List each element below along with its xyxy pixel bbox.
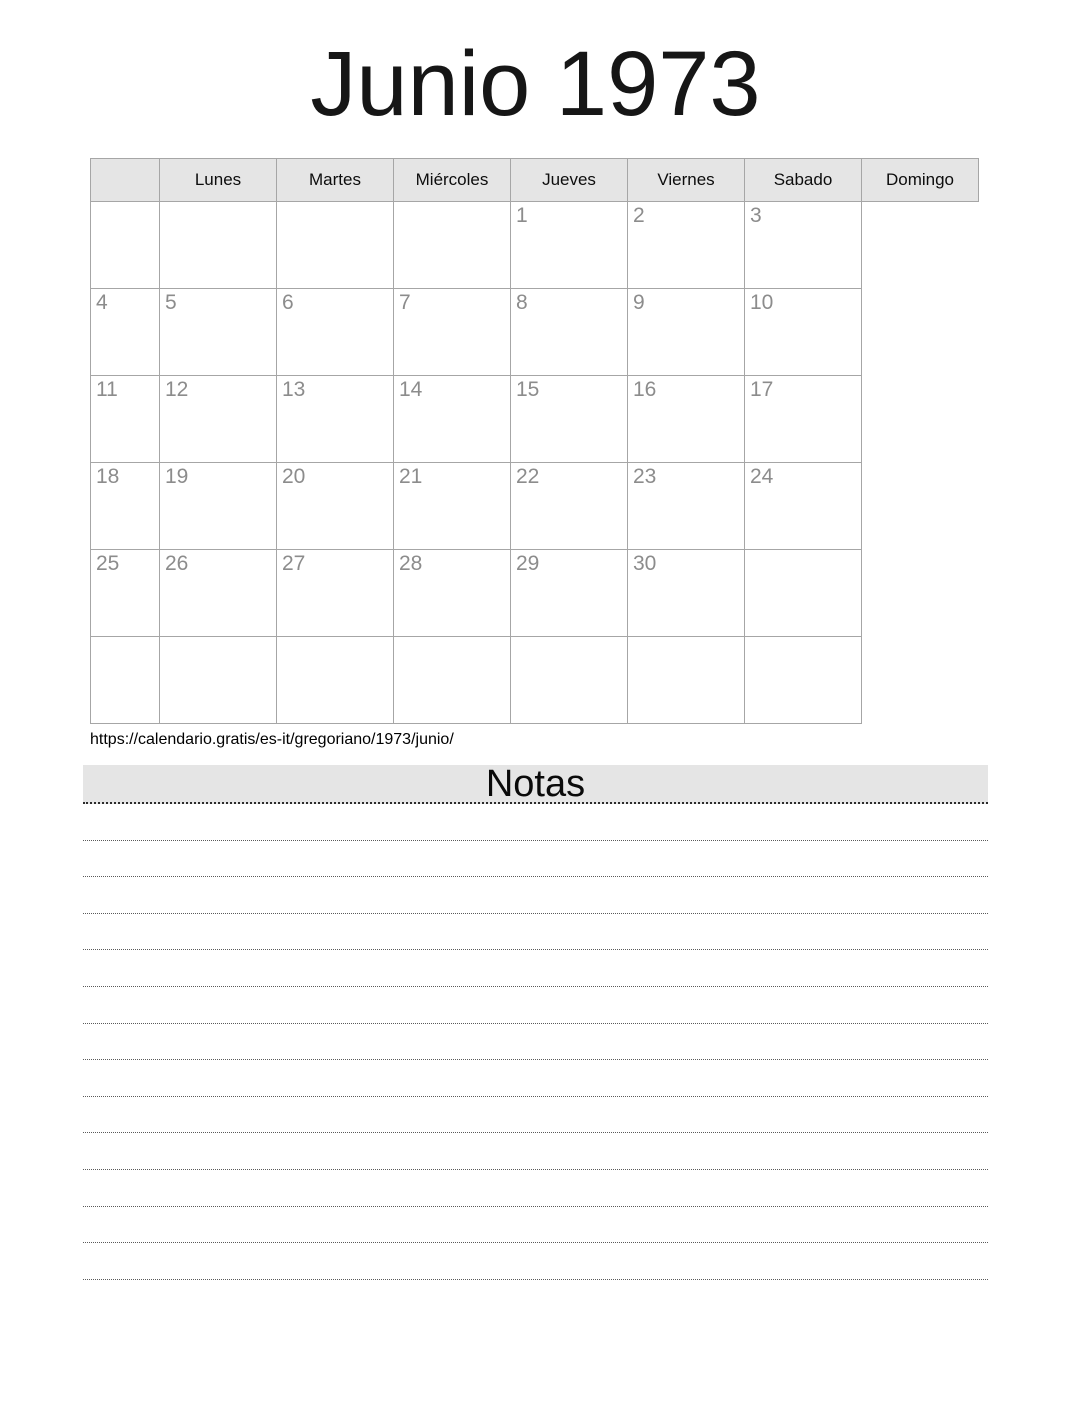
- day-cell: 16: [628, 376, 745, 463]
- day-cell: 24: [745, 463, 862, 550]
- day-cell: 18: [91, 463, 160, 550]
- side-column: [91, 159, 160, 202]
- day-cell: 12: [160, 376, 277, 463]
- note-line: [83, 987, 988, 1024]
- day-cell: 10: [745, 289, 862, 376]
- day-header: Domingo: [862, 159, 979, 202]
- day-cell-empty: [277, 637, 394, 724]
- source-url: https://calendario.gratis/es-it/gregoriano/1973/junio/: [90, 731, 454, 748]
- day-cell-empty: [394, 637, 511, 724]
- day-cell: 11: [91, 376, 160, 463]
- day-cell-empty: [91, 637, 160, 724]
- day-cell: 30: [628, 550, 745, 637]
- day-cell-empty: [91, 202, 160, 289]
- note-line: [83, 1097, 988, 1134]
- day-cell-empty: [160, 202, 277, 289]
- day-header: Viernes: [628, 159, 745, 202]
- day-cell-empty: [160, 637, 277, 724]
- note-line: [83, 1170, 988, 1207]
- notes-section: [83, 765, 988, 1280]
- day-cell: 15: [511, 376, 628, 463]
- day-cell: 3: [745, 202, 862, 289]
- day-cell: 4: [91, 289, 160, 376]
- week-row: [91, 550, 979, 637]
- week-row: [91, 289, 979, 376]
- day-cell: 29: [511, 550, 628, 637]
- note-line: [83, 804, 988, 841]
- week-row: [91, 463, 979, 550]
- note-line: [83, 1243, 988, 1280]
- day-cell: 9: [628, 289, 745, 376]
- day-cell: 21: [394, 463, 511, 550]
- day-cell-empty: [394, 202, 511, 289]
- day-header: Miércoles: [394, 159, 511, 202]
- day-header: Martes: [277, 159, 394, 202]
- day-cell: 19: [160, 463, 277, 550]
- notes-header: Notas: [83, 765, 988, 804]
- week-row: [91, 376, 979, 463]
- day-header: Lunes: [160, 159, 277, 202]
- day-cell-empty: [277, 202, 394, 289]
- week-row: [91, 637, 979, 724]
- calendar-table: [90, 158, 979, 724]
- day-cell: 7: [394, 289, 511, 376]
- day-cell: 6: [277, 289, 394, 376]
- note-line: [83, 841, 988, 878]
- day-cell-empty: [511, 637, 628, 724]
- calendar: [90, 158, 1071, 724]
- day-cell: 25: [91, 550, 160, 637]
- day-header: Jueves: [511, 159, 628, 202]
- day-header: Sabado: [745, 159, 862, 202]
- day-cell: 5: [160, 289, 277, 376]
- note-line: [83, 1133, 988, 1170]
- note-line: [83, 1207, 988, 1244]
- day-cell-empty: [628, 637, 745, 724]
- day-cell: 28: [394, 550, 511, 637]
- day-cell-empty: [745, 637, 862, 724]
- day-cell: 13: [277, 376, 394, 463]
- day-cell: 2: [628, 202, 745, 289]
- day-cell: 17: [745, 376, 862, 463]
- note-line: [83, 914, 988, 951]
- day-cell: 23: [628, 463, 745, 550]
- calendar-header-row: [91, 159, 979, 202]
- day-cell: 20: [277, 463, 394, 550]
- week-row: [91, 202, 979, 289]
- day-cell: 22: [511, 463, 628, 550]
- day-cell-empty: [745, 550, 862, 637]
- day-cell: 26: [160, 550, 277, 637]
- day-cell: 8: [511, 289, 628, 376]
- calendar-body: [91, 202, 979, 724]
- page-title: Junio 1973: [310, 33, 761, 135]
- note-line: [83, 877, 988, 914]
- note-line: [83, 1024, 988, 1061]
- day-cell: 14: [394, 376, 511, 463]
- note-line: [83, 950, 988, 987]
- notes-lines: [83, 804, 988, 1280]
- day-cell: 1: [511, 202, 628, 289]
- day-cell: 27: [277, 550, 394, 637]
- note-line: [83, 1060, 988, 1097]
